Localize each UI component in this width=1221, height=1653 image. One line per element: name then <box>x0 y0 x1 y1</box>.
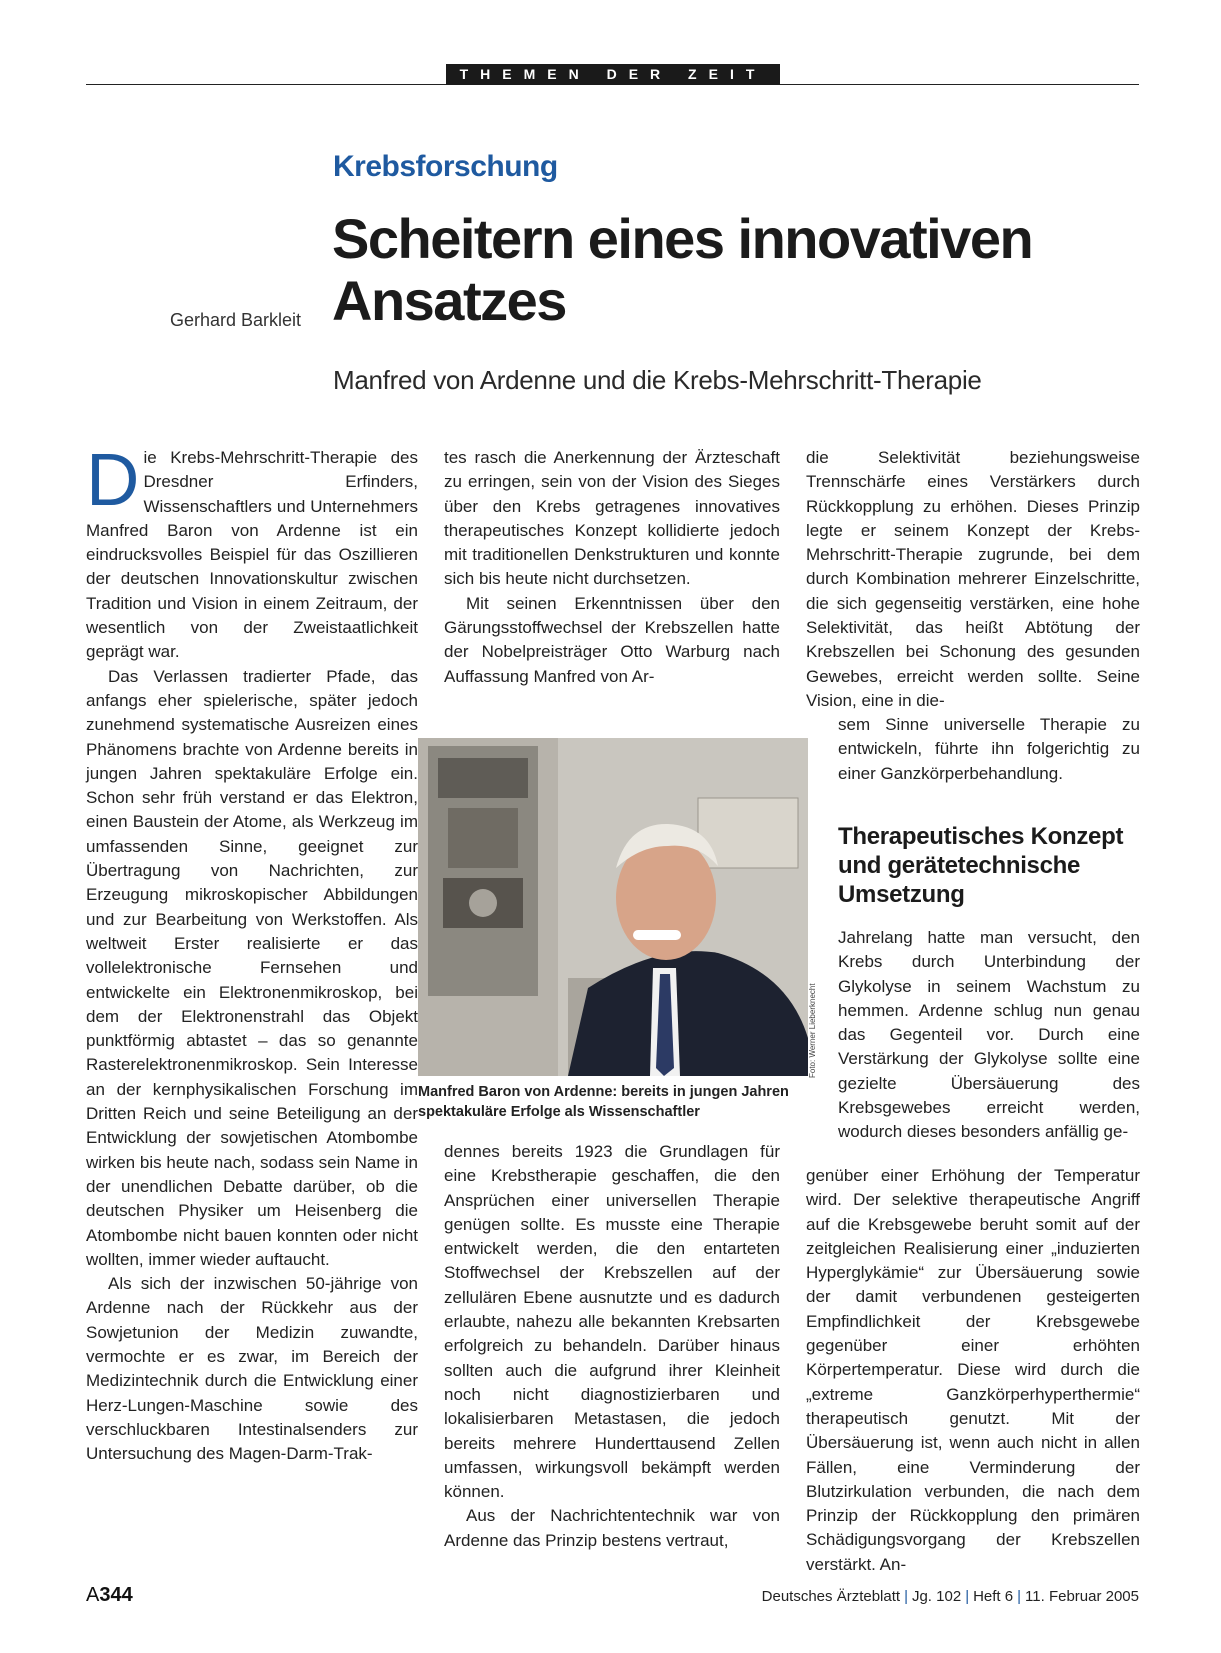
paragraph: die Selektivität beziehungsweise Trennschärfe eines Verstärkers durch Rückkopplung zu erhöhen. Dieses Prinzip legte er seinem Konzept der Krebs-Mehrschritt-Therapie zugrunde, bei dem durch Kombination mehrerer Einzelschritte, die sich gegenseitig verstärken, eine hohe Selektivität, das heißt Abtötung der Krebszellen bei Schonung des gesunden Gewebes, erreicht werden sollte. Seine Vision, eine in die- <box>806 448 1140 710</box>
subtitle: Manfred von Ardenne und die Krebs-Mehrschritt-Therapie <box>333 365 982 395</box>
journal-info: Deutsches Ärzteblatt | Jg. 102 | Heft 6 | 11. Februar 2005 <box>761 1588 1139 1605</box>
journal-issue: Heft 6 <box>973 1588 1014 1605</box>
paragraph: genüber einer Erhöhung der Temperatur wird. Der selektive therapeutische Angriff auf die Krebsgewebe beruht somit auf der zeitgleichen Realisierung einer „induzierten Hyperglykämie“ zur Übersäuerung sowie der damit verbundenen gesteigerten Empfindlichkeit der Krebsgewebe gegenüber einer erhöhten Körpertemperatur. Diese wird durch die „extreme Ganzkörperhyperthermie“ therapeutisch genutzt. Mit der Übersäuerung ist, wenn auch nicht in allen Fällen, eine Verminderung der Blutzirkulation verbunden, die nach dem Prinzip der Rückkopplung den primären Schädigungsvorgang der Krebszellen verstärkt. An- <box>806 1166 1140 1574</box>
headline <box>332 208 1032 332</box>
headline-line1: Scheitern eines innovativen <box>332 207 1033 270</box>
headline-line2: Ansatzes <box>332 269 566 332</box>
column-3-top <box>806 446 1140 713</box>
paragraph: Jahrelang hatte man versucht, den Krebs durch Unterbindung der Glykolyse in seinem Wachstum zu hemmen. Ardenne schlug nun genau das Gegenteil vor. Durch eine Verstärkung der Glykolyse sollte eine gezielte Übersäuerung des Krebsgewebes erreicht werden, wodurch dieses besonders anfällig ge- <box>838 928 1140 1142</box>
page-number: A344 <box>86 1584 133 1606</box>
drop-cap: D <box>86 438 140 521</box>
column-3-section <box>838 926 1140 1145</box>
journal-date: 11. Februar 2005 <box>1025 1588 1139 1605</box>
paragraph: tes rasch die Anerkennung der Ärzteschaft zu erringen, sein von der Vision des Sieges über den Krebs getragenes innovatives therapeutisches Konzept kollidierte jedoch mit traditionellen Denkstrukturen und konnte sich bis heute nicht durchsetzen. <box>444 448 780 589</box>
author: Gerhard Barkleit <box>170 310 302 330</box>
photo-credit: Foto: Werner Lieberknecht <box>808 983 817 1078</box>
column-3-top-cont <box>838 713 1140 786</box>
paragraph: dennes bereits 1923 die Grundlagen für eine Krebstherapie geschaffen, die den Ansprüchen einer universellen Therapie genügen sollte. Es musste eine Therapie entwickelt werden, die den entarteten Stoffwechsel der Krebszellen auf der zellulären Ebene ausnutzte und es dadurch erlaubte, nahezu alle bekannten Krebsarten erfolgreich zu behandeln. Darüber hinaus sollten auch die aufgrund ihrer Kleinheit noch nicht diagnostizierbaren und lokalisierbaren Metastasen, die jedoch bereits mehrere Hunderttausend Zellen umfassen, wirkungsvoll bekämpft werden können. <box>444 1142 780 1502</box>
paragraph: Aus der Nachrichtentechnik war von Ardenne das Prinzip bestens vertraut, <box>444 1506 780 1550</box>
column-1 <box>86 438 418 1466</box>
column-2-bottom <box>444 1140 780 1553</box>
photo-caption: Manfred Baron von Ardenne: bereits in jungen Jahren spektakuläre Erfolge als Wissenschaftler <box>418 1084 789 1120</box>
portrait-photo <box>418 738 808 1076</box>
paragraph: Als sich der inzwischen 50-jährige von Ardenne nach der Rückkehr aus der Sowjetunion der Medizin zuwandte, vermochte er es zwar, im Bereich der Medizintechnik durch die Entwicklung einer Herz-Lungen-Maschine sowie des verschluckbaren Intestinalsenders zur Untersuchung des Magen-Darm-Trak- <box>86 1274 418 1464</box>
portrait-illustration <box>418 738 808 1076</box>
journal-name: Deutsches Ärzteblatt <box>761 1588 901 1605</box>
paragraph: Das Verlassen tradierter Pfade, das anfangs eher spielerische, später jedoch zunehmend systematische Ausreizen eines Phänomens brachte von Ardenne bereits in jungen Jahren spektakuläre Erfolge ein. Schon sehr früh verstand er das Elektron, einen Baustein der Atome, als Werkzeug im umfassenden Sinne, geeignet zur Übertragung von Nachrichten, zur Erzeugung mikroskopischer Abbildungen und zur Bearbeitung von Werkstoffen. Als weltweit Erster realisierte er das vollelektronische Fernsehen und entwickelte ein Elektronenmikroskop, bei dem der Elektronenstrahl das Objekt punktförmig abtastet – das so genannte Rasterelektronenmikroskop. Sein Interesse an der kernphysikalischen Forschung im Dritten Reich und seine Beteiligung an der Entwicklung der sowjetischen Atombombe wirken bis heute nach, sodass sein Name in der unendlichen Debatte darüber, ob die deutschen Physiker um Heisenberg die Atombombe nicht bauen konnten oder nicht wollten, immer wieder auftaucht. <box>86 666 418 1269</box>
paragraph: Die Krebs-Mehrschritt-Therapie des Dresdner Erfinders, Wissenschaftlers und Unternehmers Manfred Baron von Ardenne ist ein eindrucksvolles Beispiel für das Oszillieren der deutschen Innovationskultur zwischen Tradition und Vision in einem Zeitraum, der wesentlich von der Zweistaatlichkeit geprägt war. <box>86 438 418 662</box>
section-rubric: THEMEN DER ZEIT <box>446 64 780 85</box>
paragraph: sem Sinne universelle Therapie zu entwickeln, führte ihn folgerichtig zu einer Ganzkörperbehandlung. <box>838 715 1140 783</box>
column-3-section-cont <box>806 1164 1140 1577</box>
section-heading: Therapeutisches Konzept und gerätetechnische Umsetzung <box>838 823 1124 908</box>
column-2-top <box>444 446 780 689</box>
journal-volume: Jg. 102 <box>911 1588 962 1605</box>
kicker: Krebsforschung <box>333 150 558 183</box>
paragraph: Mit seinen Erkenntnissen über den Gärungsstoffwechsel der Krebszellen hatte der Nobelpreisträger Otto Warburg nach Auffassung Manfred von Ar- <box>444 593 780 686</box>
